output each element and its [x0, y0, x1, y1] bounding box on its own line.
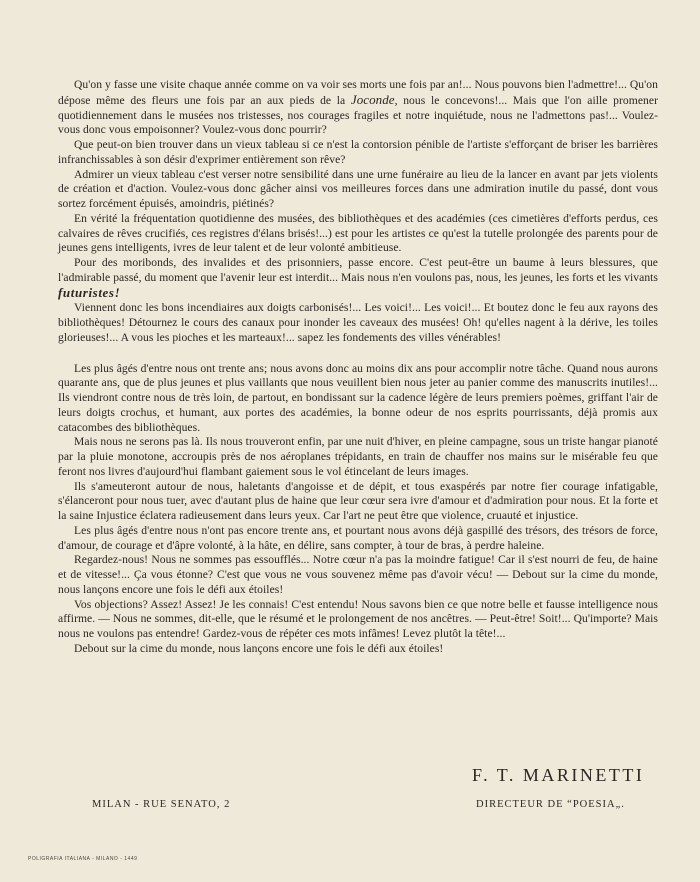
paragraph-museums-libraries: En vérité la fréquentation quotidienne des musées, des bibliothèques et des académies (ces cimetières d'efforts perdus, ces calvaires de rêves crucifiés, ces registres d'élans brisés!...) est pour les artistes ce qu'est la tutelle prolongée des parents pour de jeunes gens intelligents, ivres de leur talent et de leur volonté ambitieuse.: [58, 211, 658, 255]
paragraph-old-painting: Que peut-on bien trouver dans un vieux tableau si ce n'est la contorsion pénible de l'artiste s'efforçant de briser les barrières infranchissables à son désir d'exprimer entièrement son rêve?: [58, 138, 658, 166]
paragraph-admire-painting: Admirer un vieux tableau c'est verser notre sensibilité dans une urne funéraire au lieu de la lancer en avant par jets violents de création et d'action. Voulez-vous donc gâcher ainsi vos meilleures forces dans une admiration inutile du passé, dont vous sortez forcément épuisés, amoindris, piétinés?: [58, 167, 658, 210]
paragraph-objections: Vos objections? Assez! Assez! Je les connais! C'est entendu! Nous savons bien ce que notre belle et fausse intelligence nous affirme. — Nous ne sommes, dit-elle, que le résumé et le prolongement de nos ancêtres. — Peut-être! Soit!... Qu'importe? Mais nous ne voulons pas entendre! Gardez-vous de répéter ces mots infâmes! Levez plutôt la tête!...: [58, 597, 658, 640]
paragraph-incendiaries: Viennent donc les bons incendiaires aux doigts carbonisés!... Les voici!... Les voici!... Et boutez donc le feu aux rayons des bibliothèques! Détournez le cours des canaux pour inonder les caveaux des musées! Oh! qu'elles nagent à la dérive, les toiles glorieuses!... A vous les pioches et les marteaux!... sapez les fondements des villes vénérables!: [58, 301, 658, 344]
paragraph-they-gather: Ils s'ameuteront autour de nous, haletants d'angoisse et de dépit, et tous exaspérés par notre fier courage infatigable, s'élanceront pour nous tuer, avec d'autant plus de haine que leur cœur sera ivre d'amour et d'admiration pour nous. Et la forte et la saine Injustice éclatera radieusement dans leurs yeux. Car l'art ne peut être que violence, cruauté et injustice.: [58, 479, 658, 522]
paragraph-closing: Debout sur la cime du monde, nous lançons encore une fois le défi aux étoiles!: [74, 641, 444, 655]
address: MILAN - RUE SENATO, 2: [92, 799, 231, 810]
signature-name: F. T. MARINETTI: [472, 765, 645, 785]
paragraph-moribund: Pour des moribonds, des invalides et des prisonniers, passe encore. C'est peut-être un baume à leurs blessures, que l'admirable passé, du moment que l'avenir leur est interdit... Mais nous n'en voulons pas, nous, les jeunes, les forts et les vivants futuristes!: [58, 256, 658, 300]
printer-mark: POLIGRAFIA ITALIANA - MILANO - 1449: [28, 856, 138, 862]
paragraph-oldest: Les plus âgés d'entre nous n'ont pas encore trente ans, et pourtant nous avons déjà gaspillé des trésors, des trésors de force, d'amour, de courage et d'âpre volonté, à la hâte, en délire, sans compter, à tour de bras, à perdre haleine.: [58, 523, 658, 552]
paragraph-thirty-years: Les plus âgés d'entre nous ont trente ans; nous avons donc au moins dix ans pour accomplir notre tâche. Quand nous aurons quarante ans, que de plus jeunes et plus vaillants que nous veuillent bien nous jeter au panier comme des manuscrits inutiles!... Ils viendront contre nous de très loin, de partout, en bondissant sur la cadence légère de leurs premiers poèmes, griffant l'air de leurs doigts crochus, et humant, aux portes des académies, la bonne odeur de nos esprits pourrissants, déjà promis aux catacombes des bibliothèques.: [58, 361, 658, 434]
paragraph-museum-visit: Qu'on y fasse une visite chaque année comme on va voir ses morts une fois par an!... Nous pouvons bien l'admettre!... Qu'on dépose même des fleurs une fois par an aux pieds de la Joconde, nous le concevons!... Mais que l'on aille promener quotidiennement dans le musées nos tristesses, nos courages fragiles et notre inquiétude, nous ne l'admettons pas!... Voulez-vous donc vous empoisonner? Voulez-vous donc pourrir?: [58, 78, 658, 137]
futuristes-word: futuristes!: [58, 284, 121, 300]
manifesto-text: [58, 78, 658, 657]
paragraph-not-there: Mais nous ne serons pas là. Ils nous trouveront enfin, par une nuit d'hiver, en pleine campagne, sous un triste hangar pianoté par la pluie monotone, accroupis près de nos aéroplanes trépidants, en train de chauffer nos mains sur le misérable feu que feront nos livres d'aujourd'hui flambant gaiement sous le vol étincelant de leurs images.: [58, 435, 658, 478]
joconde-title: Joconde: [350, 91, 395, 107]
signature-role: DIRECTEUR DE “POESIA„.: [476, 799, 625, 810]
paragraph-look-at-us: Regardez-nous! Nous ne sommes pas essoufflés... Notre cœur n'a pas la moindre fatigue! Car il s'est nourri de feu, de haine et de vitesse!... Ça vous étonne? C'est que vous ne vous souvenez même pas d'avoir vécu! — Debout sur la cime du monde, nous lançons encore une fois le défi aux étoiles!: [58, 553, 658, 596]
